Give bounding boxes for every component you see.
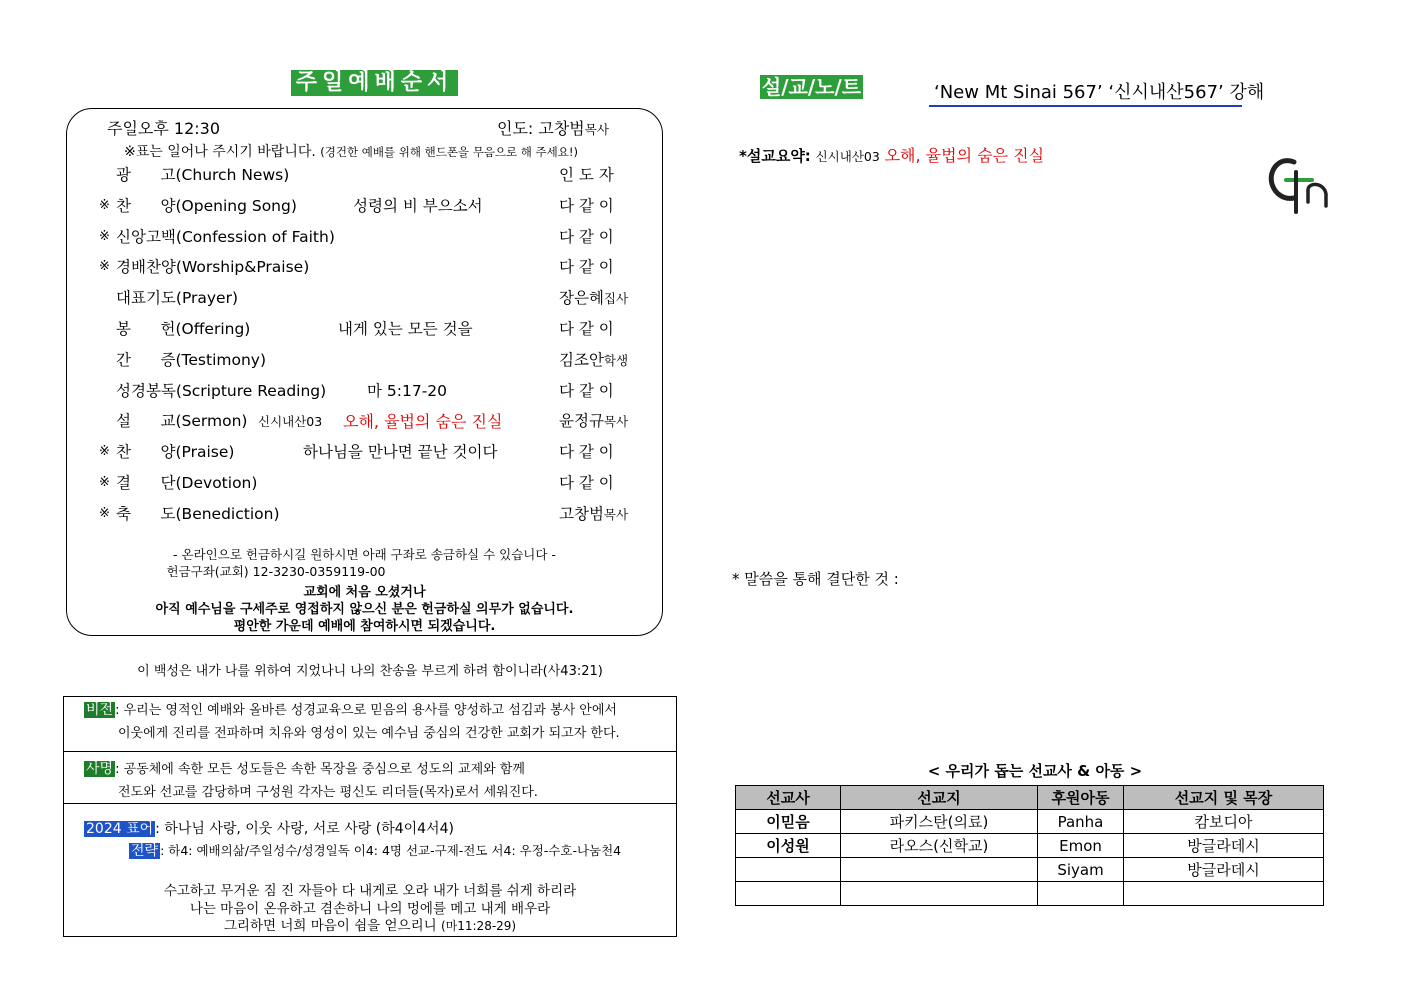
order-item-name: 경배찬양(Worship&Praise) — [116, 258, 310, 277]
order-item-person: 윤정규목사 — [559, 412, 629, 431]
table-cell — [1038, 882, 1124, 906]
table-cell — [841, 882, 1038, 906]
order-item-person: 다 같 이 — [559, 443, 614, 462]
table-cell: 라오스(신학교) — [841, 834, 1038, 858]
first-visit-line-1: 교회에 처음 오셨거나 — [303, 585, 426, 600]
motto-label: 2024 표어 — [86, 821, 154, 837]
order-item-name: 대표기도(Prayer) — [116, 289, 239, 308]
order-row — [0, 317, 700, 341]
table-row — [736, 858, 1324, 882]
missionary-table — [735, 785, 1324, 906]
resolution-label: * 말씀을 통해 결단한 것 : — [732, 570, 899, 588]
order-item-name: 신앙고백(Confession of Faith) — [116, 227, 335, 246]
closing-verse-2: 나는 마음이 온유하고 겸손하니 나의 멍에를 메고 내게 배우라 — [189, 901, 551, 917]
order-row — [0, 286, 700, 310]
table-row — [736, 834, 1324, 858]
order-item-detail: 마 5:17-20 — [367, 381, 448, 400]
table-cell: 이믿음 — [736, 810, 841, 834]
order-item-person: 다 같 이 — [559, 320, 614, 338]
order-item-name: 설 교(Sermon) — [116, 412, 248, 431]
table-cell — [1124, 882, 1324, 906]
order-item-name: 광 고(Church News) — [116, 166, 290, 184]
standing-mark: ※ — [99, 444, 110, 460]
order-item-name: 찬 양(Opening Song) — [116, 196, 297, 215]
vision-line-2: 이웃에게 진리를 전파하며 치유와 영성이 있는 예수님 중심의 건강한 교회가 되고자 한다. — [118, 726, 620, 741]
order-row — [0, 440, 700, 464]
order-item-person: 다 같 이 — [559, 474, 614, 492]
table-cell: 캄보디아 — [1124, 810, 1324, 834]
leader-title: 목사 — [584, 122, 609, 137]
order-item-name: 축 도(Benediction) — [116, 504, 280, 523]
standing-mark: ※ — [99, 259, 110, 275]
order-item-person: 장은혜집사 — [559, 289, 629, 308]
leader-name: 인도: 고창범 — [497, 119, 585, 138]
order-item-name: 성경봉독(Scripture Reading) — [116, 381, 327, 400]
order-item-detail: 하나님을 만나면 끝난 것이다 — [303, 443, 498, 462]
vision-label: 비전 — [86, 702, 114, 718]
closing-verse-1: 수고하고 무거운 짐 진 자들아 다 내게로 오라 내가 너희를 쉬게 하리라 — [163, 883, 577, 899]
table-cell: 방글라데시 — [1124, 858, 1324, 882]
table-row — [736, 882, 1324, 906]
motto-line: 2024 표어 : 하나님 사랑, 이웃 사랑, 서로 사랑 (하4이4서4) — [86, 821, 454, 837]
column-header: 선교사 — [736, 786, 841, 810]
order-item-detail: 성령의 비 부으소서 — [353, 196, 483, 215]
order-item-person: 다 같 이 — [559, 196, 614, 215]
order-row — [0, 225, 700, 249]
verse-isaiah: 이 백성은 내가 나를 위하여 지었나니 나의 찬송을 부르게 하려 함이니라(사43:21) — [137, 664, 603, 679]
order-item-person: 다 같 이 — [559, 381, 614, 400]
lecture-title: ‘New Mt Sinai 567’ ‘신시내산567’ 강해 — [934, 82, 1265, 103]
order-row — [0, 348, 700, 372]
order-item-detail: 내게 있는 모든 것을 — [338, 320, 473, 338]
vision-line-1: 비전 : 우리는 영적인 예배와 올바른 성경교육으로 믿음의 용사를 양성하고 섬김과 봉사 안에서 — [86, 702, 617, 718]
sermon-summary: *설교요약: 신시내산03 오해, 율법의 숨은 진실 — [739, 146, 1045, 165]
table-cell: 파키스탄(의료) — [841, 810, 1038, 834]
order-item-person: 김조안학생 — [559, 350, 629, 369]
standing-mark: ※ — [99, 475, 110, 490]
column-header: 후원아동 — [1038, 786, 1124, 810]
standing-mark: ※ — [99, 505, 110, 521]
sermon-title: 오해, 율법의 숨은 진실 — [343, 412, 503, 431]
closing-verse-3: 그리하면 너희 마음이 쉼을 얻으리니 (마11:28-29) — [223, 918, 517, 934]
standing-mark: ※ — [99, 228, 110, 244]
first-visit-line-2: 아직 예수님을 구세주로 영접하지 않으신 분은 헌금하실 의무가 없습니다. — [155, 602, 574, 617]
order-item-person: 다 같 이 — [559, 227, 614, 246]
offering-account: 헌금구좌(교회) 12-3230-0359119-00 — [166, 564, 386, 579]
order-item-name: 찬 양(Praise) — [116, 443, 235, 462]
first-visit-line-3: 평안한 가운데 예배에 참여하시면 되겠습니다. — [233, 619, 496, 634]
order-item-name: 간 증(Testimony) — [116, 350, 267, 369]
order-item-person: 인 도 자 — [559, 166, 614, 184]
table-cell — [736, 858, 841, 882]
order-row — [0, 379, 700, 403]
table-cell — [736, 882, 841, 906]
standing-notice: ※표는 일어나 주시기 바랍니다. (경건한 예배를 위해 핸드폰을 무음으로 해 주세요!) — [124, 144, 578, 160]
mission-line-2: 전도와 선교를 감당하며 구성원 각자는 평신도 리더들(목자)로서 세워진다. — [118, 785, 538, 800]
order-row — [0, 471, 700, 495]
divider — [64, 803, 676, 804]
divider — [64, 751, 676, 752]
table-row — [736, 810, 1324, 834]
column-header: 선교지 — [841, 786, 1038, 810]
worship-order-title: 주일예배순서 — [291, 70, 458, 96]
table-cell: Panha — [1038, 810, 1124, 834]
table-cell: 이성원 — [736, 834, 841, 858]
table-cell: Emon — [1038, 834, 1124, 858]
mission-label: 사명 — [86, 761, 114, 777]
worship-order-list — [0, 0, 700, 540]
order-item-person: 고창범목사 — [559, 504, 629, 523]
standing-mark: ※ — [99, 197, 110, 213]
order-row — [0, 163, 700, 187]
sermon-note-title: 설/교/노/트 — [761, 75, 862, 99]
order-item-person: 다 같 이 — [559, 258, 614, 277]
table-cell — [841, 858, 1038, 882]
column-header: 선교지 및 목장 — [1124, 786, 1324, 810]
church-logo-icon — [1264, 150, 1336, 220]
strategy-line: 전략 : 하4: 예배의삶/주일성수/성경일독 이4: 4명 선교-구제-전도 서4: 우정-수호-나눔천4 — [131, 843, 622, 859]
order-item-name: 결 단(Devotion) — [116, 474, 258, 492]
order-row — [0, 194, 700, 218]
table-cell: Siyam — [1038, 858, 1124, 882]
order-item-name: 봉 헌(Offering) — [116, 320, 251, 338]
table-cell: 방글라데시 — [1124, 834, 1324, 858]
lecture-underline — [929, 105, 1242, 107]
mission-line-1: 사명 : 공동체에 속한 모든 성도들은 속한 목장을 중심으로 성도의 교제와 함께 — [86, 761, 525, 777]
missions-title: < 우리가 돕는 선교사 & 아동 > — [927, 762, 1143, 780]
online-offering-note: - 온라인으로 헌금하시길 원하시면 아래 구좌로 송금하실 수 있습니다 - — [173, 547, 556, 562]
strategy-label: 전략 — [131, 843, 159, 859]
order-row — [0, 502, 700, 526]
order-row — [0, 255, 700, 279]
service-time: 주일오후 12:30 — [107, 119, 221, 138]
sermon-series: 신시내산03 — [258, 414, 323, 429]
